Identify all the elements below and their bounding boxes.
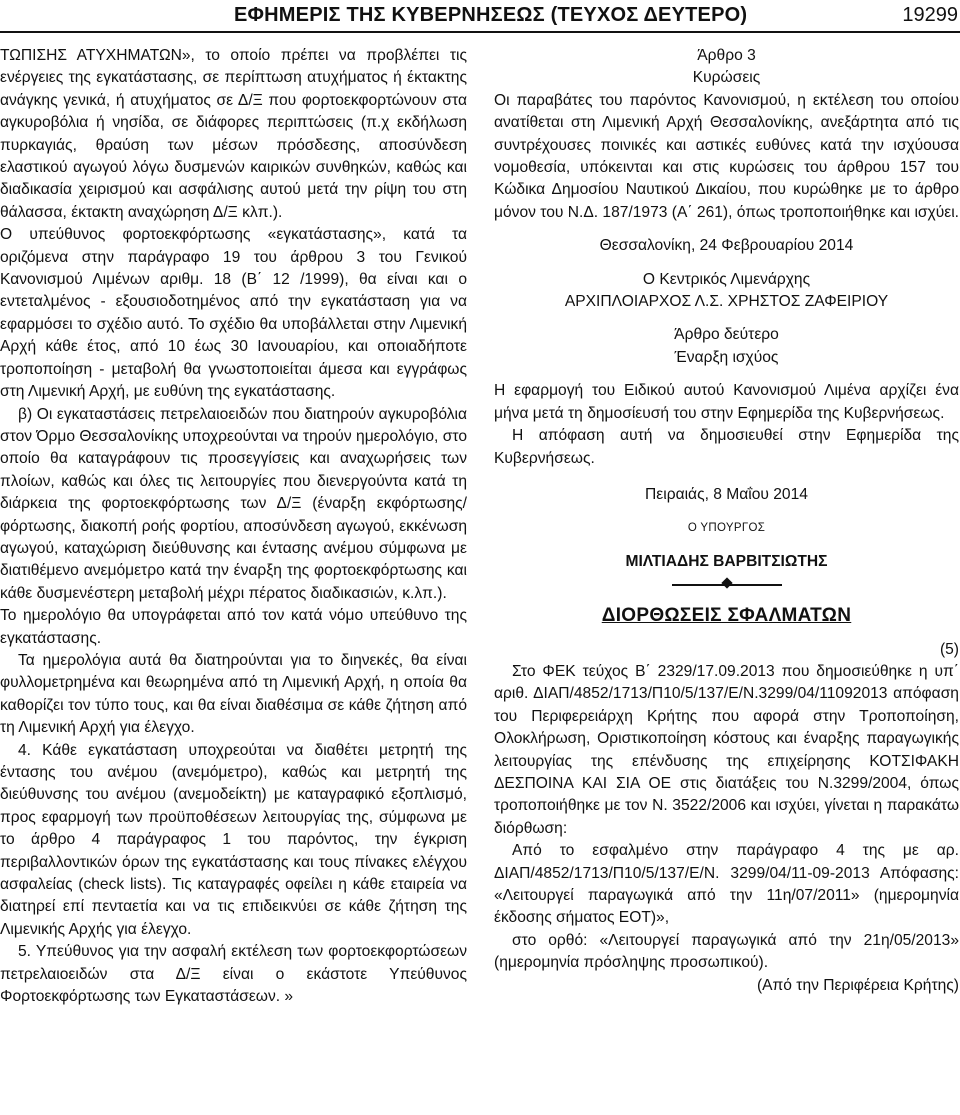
corrections-heading: ΔΙΟΡΘΩΣΕΙΣ ΣΦΑΛΜΑΤΩΝ [601, 605, 852, 627]
paragraph: ΤΩΠΙΣΗΣ ΑΤΥΧΗΜΑΤΩΝ», το οποίο πρέπει να προβλέπει τις ενέργειες της εγκατάστασης, σε περίπτωση ατυχήματος ή έκτακτης ανάγκης γενικά, ή ατυχήματος σε Δ/Ξ που φορτοεκφορτώνουν στα αγκυροβόλια ή νησίδα, σε διάφορες περιπτώσεις (π.χ εκδήλωση πυρκαγιάς, θραύση των μέσων πρόσδεσης, αποσύνδεση ελαστικού αγωγού λόγω δυσμενών καιρικών συνθηκών, καθώς και διαδικασία χειρισμού και ασφάλισης αυτού μετά την ρίψη του στη θάλασσα, έκτακτη αναχώρηση Δ/Ξ κλπ.). [0, 47, 467, 221]
header-rule [0, 31, 960, 33]
signer-role: Ο ΥΠΟΥΡΓΟΣ [687, 522, 766, 535]
right-column [494, 45, 959, 997]
article-subtitle: Κυρώσεις [692, 69, 761, 87]
place-date: Θεσσαλονίκη, 24 Φεβρουαρίου 2014 [599, 237, 854, 255]
signer-name: ΑΡΧΙΠΛΟΙΑΡΧΟΣ Λ.Σ. ΧΡΗΣΤΟΣ ΖΑΦΕΙΡΙΟΥ [564, 293, 889, 311]
signer-name: ΜΙΛΤΙΑΔΗΣ ΒΑΡΒΙΤΣΙΩΤΗΣ [625, 552, 828, 570]
paragraph: 5. Υπεύθυνος για την ασφαλή εκτέλεση των φορτοεκφορτώσεων πετρελαιοειδών στα Δ/Ξ είναι ο εκάστοτε Υπεύθυνος Φορτοεκφόρτωσης των Εγκαταστάσεων. » [0, 943, 467, 1006]
article-text: Η εφαρμογή του Ειδικού αυτού Κανονισμού Λιμένα αρχίζει ένα μήνα μετά τη δημοσίευσή του στην Εφημερίδα της Κυβερνήσεως. [494, 382, 959, 422]
corrections-number: (5) [939, 640, 959, 658]
article-text: Οι παραβάτες του παρόντος Κανονισμού, η εκτέλεση του οποίου ανατίθεται στη Λιμενική Αρχή Θεσσαλονίκης, ανεξάρτητα από τις συντρέχουσες ποινικές και αστικές ευθύνες κατά την ισχύουσα νομοθεσία, υπόκεινται και στις κυρώσεις του άρθρου 157 του Κώδικα Δημοσίου Ναυτικού Δικαίου, που κυρώθηκε με το άρθρο μόνον του Ν.Δ. 187/1973 (Α΄ 261), όπως τροποποιήθηκε και ισχύει. [494, 91, 959, 221]
gazette-title: ΕΦΗΜΕΡΙΣ ΤΗΣ ΚΥΒΕΡΝΗΣΕΩΣ (ΤΕΥΧΟΣ ΔΕΥΤΕΡΟ) [234, 4, 748, 26]
paragraph: Τα ημερολόγια αυτά θα διατηρούνται για το διηνεκές, θα είναι φυλλομετρημένα και θεωρημένα από τη Λιμενική Αρχή, η οποία θα καθορίζει τον τύπο τους, και θα είναι διαθέσιμα σε κάθε ζήτηση από τη Λιμενική Αρχή για έλεγχο. [0, 651, 467, 737]
article-subtitle: Έναρξη ισχύος [674, 348, 779, 366]
correction-text: στο ορθό: «Λειτουργεί παραγωγικά από την 21η/05/2013» (ημερομηνία πρόσληψης προσωπικού). [494, 931, 959, 972]
article-title: Άρθρο 3 [697, 47, 756, 64]
correction-text: Από το εσφαλμένο στην παράγραφο 4 της με αρ. ΔΙΑΠ/4852/1713/Π10/5/137/Ε/Ν. 3299/04/11-09-2013 Απόφασης: «Λειτουργεί παραγωγικά από την 11η/07/2011» (ημερομηνία έκδοσης σήματος ΕΟΤ)», [494, 842, 959, 927]
correction-source: (Από την Περιφέρεια Κρήτης) [756, 976, 959, 994]
paragraph: β) Οι εγκαταστάσεις πετρελαιοειδών που διατηρούν αγκυροβόλια στον Όρμο Θεσσαλονίκης υποχρεούνται να τηρούν ημερολόγιο, στο οποίο θα καταγράφουν τις προσεγγίσεις και αναχωρήσεις των πλοίων, καθώς και όλες τις λειτουργίες που διενεργούντα κατά τη διάρκεια της φορτοεκφόρτωσης των Δ/Ξ (έναρξη εκφόρτωσης/φόρτωσης, διακοπή ροής φορτίου, αποσύνδεση αγωγού, εκκένωση αγωγού, καταχώριση διεύθυνσης και έντασης ανέμου σύμφωνα με διατιθέμενο ανεμόμετρο κατά την έναρξη της φορτοεκφόρτωσης και κάθε δυσμενέστερη μεταβολή μέχρι πέρατος διαδικασιών, κ.λπ.). [0, 405, 467, 602]
left-column [0, 45, 467, 1008]
article-text: Η απόφαση αυτή να δημοσιευθεί στην Εφημερίδα της Κυβερνήσεως. [494, 427, 959, 467]
paragraph: Το ημερολόγιο θα υπογράφεται από τον κατά νόμο υπεύθυνο της εγκατάστασης. [0, 607, 467, 647]
section-divider [672, 577, 782, 591]
article-title: Άρθρο δεύτερο [674, 326, 779, 344]
diamond-icon [721, 577, 732, 588]
paragraph: 4. Κάθε εγκατάσταση υποχρεούται να διαθέτει μετρητή της έντασης του ανέμου (ανεμόμετρο), καθώς και μετρητή της διεύθυνσης του ανέμου (ανεμοδείκτη) με καταγραφικό εξοπλισμό, προς εφαρμογή των προϋποθέσεων λειτουργίας της, σύμφωνα με το άρθρο 4 παράγραφος 1 του παρόντος, την έγκριση περιβαλλοντικών όρων της εγκατάστασης και τους πίνακες ελέγχου ασφαλείας (check lists). Τις καταγραφές οφείλει η κάθε εταιρεία να διατηρεί επί πενταετία και να τις επιδεικνύει σε κάθε ζήτηση της Λιμενικής Αρχής για έλεγχο. [0, 741, 467, 938]
paragraph: Ο υπεύθυνος φορτοεκφόρτωσης «εγκατάστασης», κατά τα οριζόμενα στην παράγραφο 19 του άρθρου 3 του Γενικού Κανονισμού Λιμένων αριθμ. 18 (Β΄ 12 /1999), θα είναι και ο εντεταλμένος - εξουσιοδοτημένος από την εγκατάσταση για να εφαρμόσει το σχέδιο αυτό. Το σχέδιο θα υποβάλλεται στην Λιμενική Αρχή κάθε έτος, από 10 έως 30 Ιανουαρίου, και οποιαδήποτε τροποποίηση - μεταβολή θα γνωστοποιείται άμεσα και εγγράφως στη Λιμενική Αρχή, με ευθύνη της εγκατάστασης. [0, 226, 467, 401]
place-date: Πειραιάς, 8 Μαΐου 2014 [645, 485, 808, 503]
page-header [0, 0, 960, 36]
page-number: 19299 [902, 4, 958, 26]
signer-role: Ο Κεντρικός Λιμενάρχης [642, 270, 811, 288]
correction-text: Στο ΦΕΚ τεύχος Β΄ 2329/17.09.2013 που δημοσιεύθηκε η υπ΄ αριθ. ΔΙΑΠ/4852/1713/Π10/5/137/Ε/Ν.3299/04/11092013 απόφαση του Περιφερειάρχη Κρήτης που αφορά στην Τροποποίηση, Ολοκλήρωση, Οριστικοποίηση κόστους και έναρξης παραγωγικής λειτουργίας της επένδυσης της επιχείρησης ΚΟΤΣΙΦΑΚΗ ΔΕΣΠΟΙΝΑ ΚΑΙ ΣΙΑ ΟΕ στις διατάξεις του Ν.3299/2004, όπως τροποποιήθηκε με τον Ν. 3522/2006 και ισχύει, γίνεται η παρακάτω διόρθωση: [494, 662, 959, 837]
